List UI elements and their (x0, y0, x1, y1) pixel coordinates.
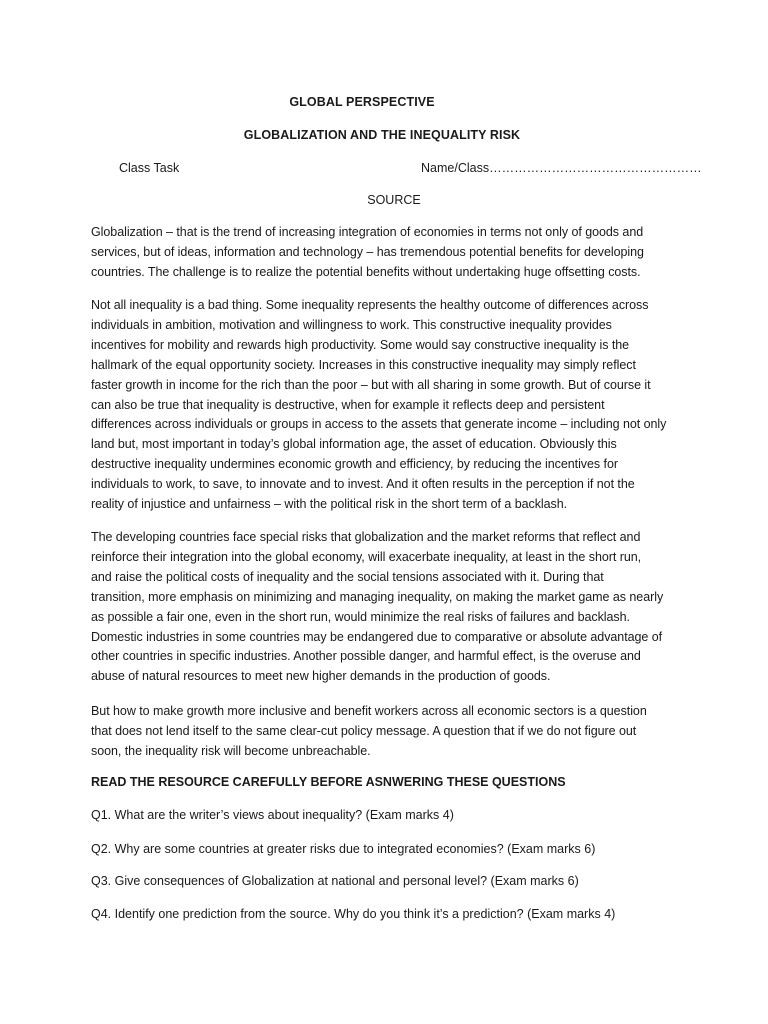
paragraph-line: abuse of natural resources to meet new higher demands in the production of goods. (91, 669, 551, 684)
document-title: GLOBAL PERSPECTIVE (289, 95, 435, 109)
class-task-label: Class Task (119, 161, 180, 175)
paragraph-line: countries. The challenge is to realize the potential benefits without undertaking huge offsetting costs. (91, 264, 641, 279)
paragraph-line: other countries in specific industries. Another possible danger, and harmful effect, is the overuse and (91, 649, 641, 664)
paragraph-line: transition, more emphasis on minimizing and managing inequality, on making the market game as nearly (91, 589, 664, 604)
paragraph-line: that does not lend itself to the same clear-cut policy message. A question that if we do not figure out (91, 723, 637, 738)
paragraph-line: incentives for mobility and rewards high productivity. Some would say constructive inequality is the (91, 337, 630, 352)
paragraph-line: Not all inequality is a bad thing. Some inequality represents the healthy outcome of differences across (91, 298, 649, 312)
source-paragraph-2 (91, 296, 683, 515)
paragraph-line: destructive inequality undermines economic growth and efficiency, by reducing the incentives for (91, 457, 618, 472)
paragraph-line: individuals in ambition, motivation and willingness to work. This constructive inequality provides (91, 317, 612, 332)
name-class-field: Name/Class…………………………………………… (421, 161, 702, 175)
source-paragraph-1 (91, 223, 683, 283)
paragraph-line: reality of injustice and unfairness – with the political risk in the short term of a backlash. (91, 497, 568, 512)
source-heading: SOURCE (367, 193, 421, 207)
source-paragraph-4 (91, 702, 683, 762)
question-4: Q4. Identify one prediction from the source. Why do you think it’s a prediction? (Exam marks 4) (91, 907, 616, 921)
paragraph-line: land but, most important in today’s global information age, the asset of education. Obviously this (91, 437, 617, 452)
question-2: Q2. Why are some countries at greater risks due to integrated economies? (Exam marks 6) (91, 842, 596, 856)
paragraph-line: But how to make growth more inclusive and benefit workers across all economic sectors is a question (91, 704, 647, 718)
paragraph-line: Domestic industries in some countries may be endangered due to comparative or absolute advantage of (91, 629, 663, 644)
paragraph-line: services, but of ideas, information and technology – has tremendous potential benefits for developing (91, 244, 644, 259)
paragraph-line: can also be true that inequality is destructive, when for example it reflects deep and persistent (91, 397, 605, 412)
source-paragraph-3 (91, 528, 683, 687)
question-1: Q1. What are the writer’s views about inequality? (Exam marks 4) (91, 808, 454, 822)
paragraph-line: reinforce their integration into the global economy, will exacerbate inequality, at least in the short run, (91, 549, 642, 564)
document-subtitle: GLOBALIZATION AND THE INEQUALITY RISK (243, 128, 521, 142)
paragraph-line: individuals to work, to save, to innovate and to invest. And it often results in the perception if not the (91, 477, 635, 492)
paragraph-line: faster growth in income for the rich than the poor – but with all sharing in some growth. But of course it (91, 377, 651, 392)
paragraph-line: Globalization – that is the trend of increasing integration of economies in terms not only of goods and (91, 225, 644, 239)
paragraph-line: The developing countries face special risks that globalization and the market reforms that reflect and (91, 530, 641, 544)
instruction-heading: READ THE RESOURCE CAREFULLY BEFORE ASNWERING THESE QUESTIONS (91, 775, 566, 789)
paragraph-line: hallmark of the equal opportunity society. Increases in this constructive inequality may simply reflect (91, 357, 636, 372)
question-3: Q3. Give consequences of Globalization at national and personal level? (Exam marks 6) (91, 874, 579, 888)
paragraph-line: differences across individuals or groups in access to the assets that generate income – including not only (91, 417, 667, 432)
paragraph-line: soon, the inequality risk will become unbreachable. (91, 743, 371, 758)
paragraph-line: and raise the political costs of inequality and the social tensions associated with it. During that (91, 569, 604, 584)
paragraph-line: as possible a fair one, even in the short run, would minimize the real risks of failures and backlash. (91, 609, 630, 624)
